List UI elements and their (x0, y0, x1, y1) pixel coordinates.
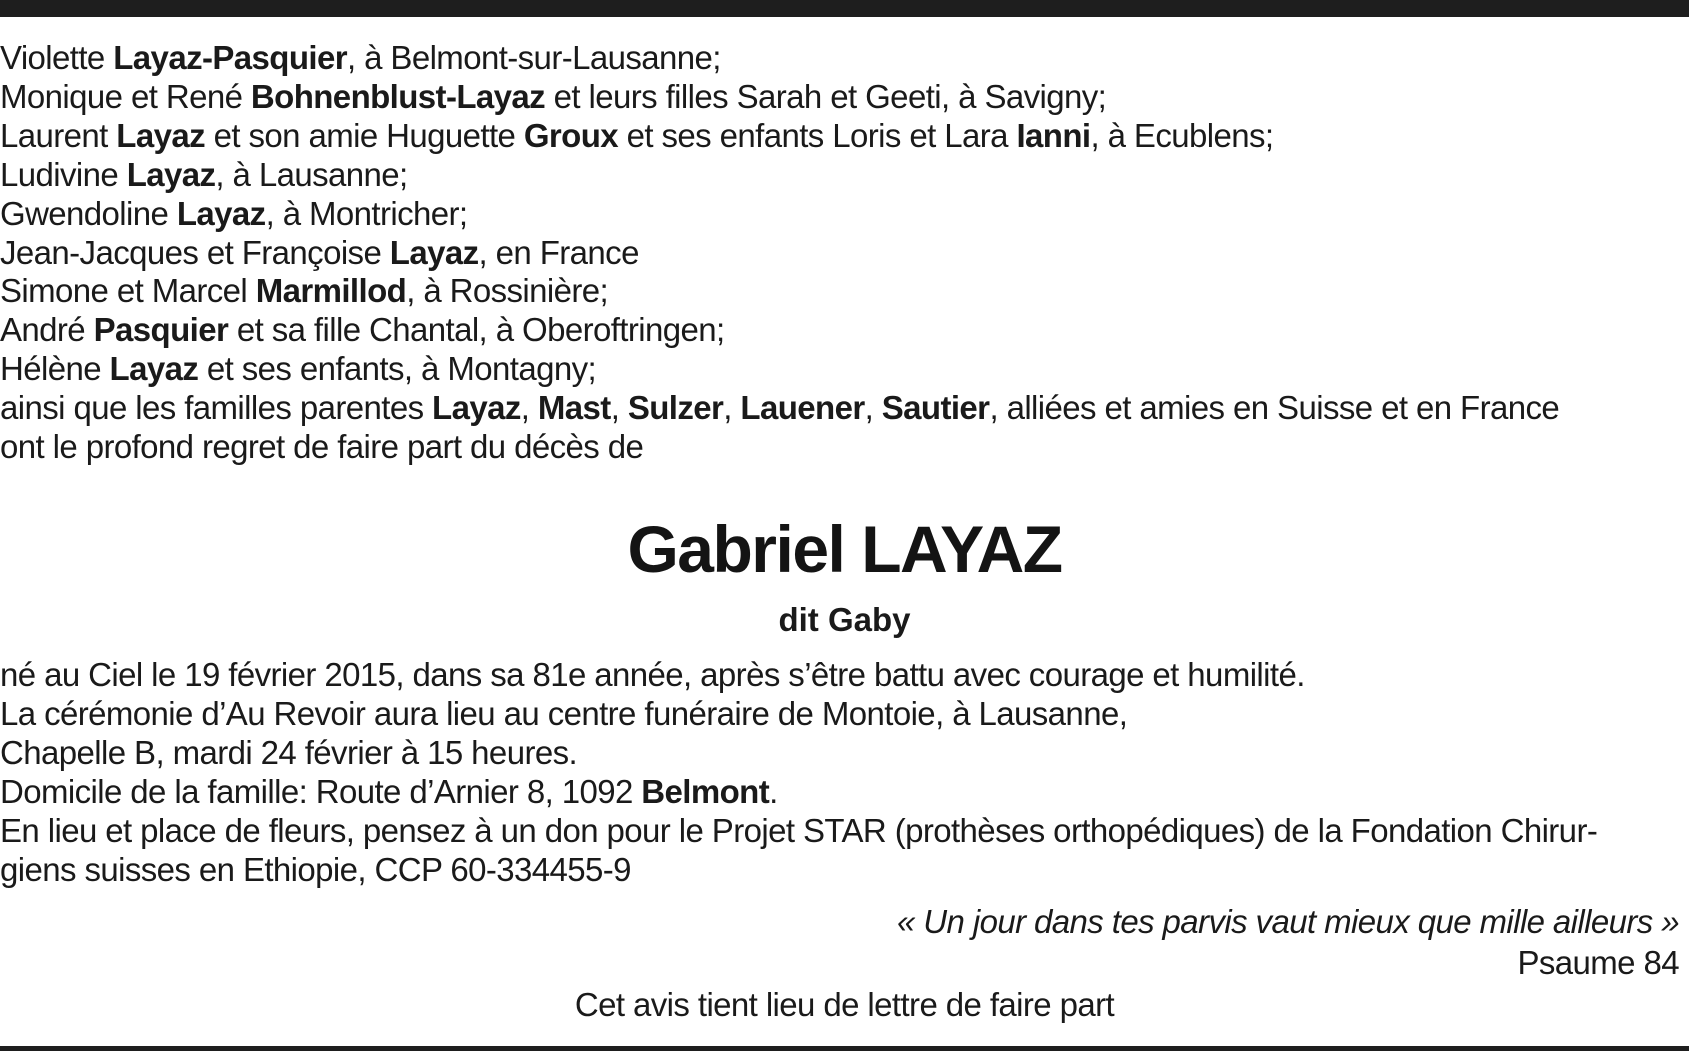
surname: Layaz (109, 350, 199, 387)
surname: Layaz (389, 234, 479, 271)
surname: Groux (523, 117, 619, 154)
family-line-10 (0, 388, 1559, 428)
psalm-quote: « Un jour dans tes parvis vaut mieux que mille ailleurs » (896, 903, 1679, 940)
text: Ludivine (0, 156, 127, 193)
text: et sa fille Chantal, à Oberoftringen; (228, 311, 725, 348)
surname: Sautier (881, 389, 990, 426)
text: , (864, 389, 882, 426)
text: , à Ecublens; (1090, 117, 1274, 154)
closing-note: Cet avis tient lieu de lettre de faire part (574, 986, 1115, 1023)
surname: Layaz (126, 156, 216, 193)
text: et ses enfants Loris et Lara (618, 117, 1017, 154)
text: , en France (478, 234, 639, 271)
text: , à Rossinière; (406, 272, 609, 309)
text: . (769, 773, 778, 810)
details-line-4 (0, 772, 778, 812)
text: Violette (0, 39, 114, 76)
text: , (723, 389, 741, 426)
surname: Layaz (432, 389, 521, 426)
details-line-2: La cérémonie d’Au Revoir aura lieu au centre funéraire de Montoie, à Lausanne, (0, 695, 1128, 732)
surname: Lauener (740, 389, 865, 426)
family-line-2 (0, 77, 1106, 117)
text: et ses enfants, à Montagny; (198, 350, 597, 387)
details-line-1: né au Ciel le 19 février 2015, dans sa 81e année, après s’être battu avec courage et humilité. (0, 656, 1305, 693)
text: Domicile de la famille: Route d’Arnier 8, 1092 (0, 773, 642, 810)
details-line-6: giens suisses en Ethiopie, CCP 60-334455-9 (0, 851, 631, 888)
text: , (610, 389, 628, 426)
surname: Layaz (176, 195, 266, 232)
family-line-3 (0, 116, 1273, 156)
family-line-4 (0, 155, 408, 195)
deceased-nickname: dit Gaby (778, 601, 911, 638)
text: Gwendoline (0, 195, 177, 232)
surname: Marmillod (255, 272, 407, 309)
family-line-9 (0, 349, 596, 389)
surname: Pasquier (93, 311, 229, 348)
text: , à Lausanne; (215, 156, 408, 193)
family-line-7 (0, 271, 608, 311)
surname: Ianni (1016, 117, 1091, 154)
text: et leurs filles Sarah et Geeti, à Savigny; (545, 78, 1107, 115)
family-line-5 (0, 194, 468, 234)
details-line-5: En lieu et place de fleurs, pensez à un don pour le Projet STAR (prothèses orthopédiques) de la Fondation Chirur- (0, 812, 1598, 849)
text: , (520, 389, 538, 426)
text: Monique et René (0, 78, 251, 115)
text: , à Belmont-sur-Lausanne; (346, 39, 721, 76)
text: André (0, 311, 94, 348)
bottom-rule (0, 1046, 1689, 1051)
family-line-1 (0, 38, 721, 78)
psalm-reference: Psaume 84 (1517, 944, 1679, 981)
place-name: Belmont (641, 773, 770, 810)
surname: Mast (537, 389, 611, 426)
surname: Layaz (116, 117, 206, 154)
surname: Layaz-Pasquier (113, 39, 347, 76)
surname: Bohnenblust-Layaz (250, 78, 546, 115)
deceased-name: Gabriel LAYAZ (627, 512, 1062, 586)
text: ainsi que les familles parentes (0, 389, 433, 426)
text: Simone et Marcel (0, 272, 256, 309)
text: , alliées et amies en Suisse et en France (989, 389, 1560, 426)
family-line-8 (0, 310, 725, 350)
text: Laurent (0, 117, 117, 154)
text: Jean-Jacques et Françoise (0, 234, 390, 271)
text: et son amie Huguette (205, 117, 524, 154)
details-line-3: Chapelle B, mardi 24 février à 15 heures. (0, 734, 578, 771)
text: , à Montricher; (265, 195, 468, 232)
family-line-6 (0, 233, 639, 273)
announcement-line: ont le profond regret de faire part du décès de (0, 428, 644, 465)
text: Hélène (0, 350, 110, 387)
surname: Sulzer (627, 389, 724, 426)
